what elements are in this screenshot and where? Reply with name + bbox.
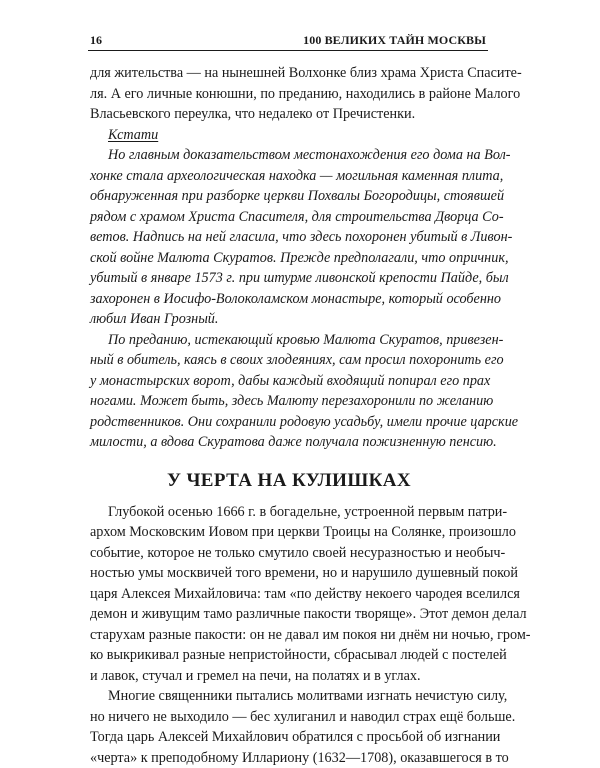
- text-line: ногами. Может быть, здесь Малюту перезахоронили по желанию: [90, 391, 488, 412]
- text-line: но ничего не выходило — бес хулиганил и наводил страх ещё больше.: [90, 707, 488, 728]
- text-line: ностью умы москвичей того времени, но и нарушило душевный покой: [90, 563, 488, 584]
- italic-paragraph-1: [90, 145, 488, 330]
- running-header: [88, 30, 488, 51]
- text-line: Власьевского переулка, что недалеко от Пречистенки.: [90, 104, 488, 125]
- kstati-label: Кстати: [90, 125, 488, 146]
- text-line: Но главным доказательством местонахождения его дома на Вол-: [90, 145, 488, 166]
- book-title: 100 ВЕЛИКИХ ТАЙН МОСКВЫ: [303, 30, 486, 50]
- text-line: милости, а вдова Скуратова даже получала пожизненную пенсию.: [90, 432, 488, 453]
- text-line: демон и живущим тамо различные пакости творяще». Этот демон делал: [90, 604, 488, 625]
- text-line: ветов. Надпись на ней гласила, что здесь похоронен убитый в Ливон-: [90, 227, 488, 248]
- text-line: царя Алексея Михайловича: там «по действу некоего чародея вселился: [90, 584, 488, 605]
- text-line: Многие священники пытались молитвами изгнать нечистую силу,: [90, 686, 488, 707]
- text-line: рядом с храмом Христа Спасителя, для строительства Дворца Со-: [90, 207, 488, 228]
- text-line: «черта» к преподобному Иллариону (1632—1708), оказавшегося в то: [90, 748, 488, 768]
- page-number: 16: [90, 30, 102, 50]
- paragraph-3: [90, 686, 488, 768]
- text-line: ный в обитель, каясь в своих злодеяниях, сам просил похоронить его: [90, 350, 488, 371]
- section-heading: У ЧЕРТА НА КУЛИШКАХ: [90, 467, 488, 494]
- text-line: родственников. Они сохранили родовую усадьбу, имели прочие царские: [90, 412, 488, 433]
- text-line: для жительства — на нынешней Волхонке близ храма Христа Спасите-: [90, 63, 488, 84]
- text-line: у монастырских ворот, дабы каждый входящий попирал его прах: [90, 371, 488, 392]
- text-line: старухам разные пакости: он не давал им покоя ни днём ни ночью, гром-: [90, 625, 488, 646]
- text-line: любил Иван Грозный.: [90, 309, 488, 330]
- text-line: По преданию, истекающий кровью Малюта Скуратов, привезен-: [90, 330, 488, 351]
- text-line: ской войне Малюта Скуратов. Прежде предполагали, что опричник,: [90, 248, 488, 269]
- text-line: убитый в январе 1573 г. при штурме ливонской крепости Пайде, был: [90, 268, 488, 289]
- body-text: [90, 63, 488, 768]
- text-line: и лавок, стучал и гремел на печи, на полатях и в углах.: [90, 666, 488, 687]
- paragraph-2: [90, 502, 488, 687]
- text-line: событие, которое не только смутило своей несуразностью и необыч-: [90, 543, 488, 564]
- text-line: архом Московским Иовом при церкви Троицы на Солянке, произошло: [90, 522, 488, 543]
- text-line: Тогда царь Алексей Михайлович обратился с просьбой об изгнании: [90, 727, 488, 748]
- text-line: ко выкрикивал разные непристойности, сбрасывал людей с постелей: [90, 645, 488, 666]
- text-line: хонке стала археологическая находка — могильная каменная плита,: [90, 166, 488, 187]
- text-line: ля. А его личные конюшни, по преданию, находились в районе Малого: [90, 84, 488, 105]
- text-line: захоронен в Иосифо-Волоколамском монастыре, который особенно: [90, 289, 488, 310]
- text-line: обнаруженная при разборке церкви Похвалы Богородицы, стоявшей: [90, 186, 488, 207]
- text-line: Глубокой осенью 1666 г. в богадельне, устроенной первым патри-: [90, 502, 488, 523]
- italic-paragraph-2: [90, 330, 488, 453]
- paragraph-1: [90, 63, 488, 125]
